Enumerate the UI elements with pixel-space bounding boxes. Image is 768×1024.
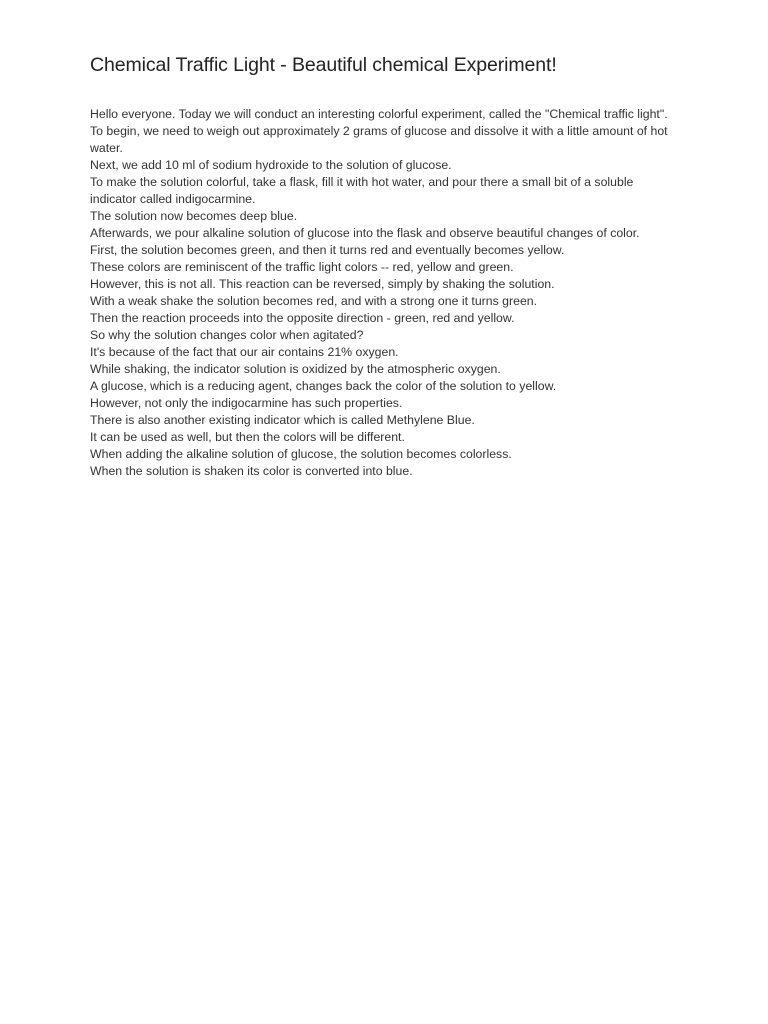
paragraph: Hello everyone. Today we will conduct an interesting colorful experiment, called the "Chemical traffic light". [90, 107, 668, 121]
paragraph: With a weak shake the solution becomes red, and with a strong one it turns green. [90, 294, 538, 308]
paragraph: However, this is not all. This reaction can be reversed, simply by shaking the solution. [90, 277, 555, 291]
paragraph: Afterwards, we pour alkaline solution of glucose into the flask and observe beautiful changes of color. [90, 226, 640, 240]
paragraph: First, the solution becomes green, and then it turns red and eventually becomes yellow. [90, 243, 565, 257]
paragraph: Next, we add 10 ml of sodium hydroxide to the solution of glucose. [90, 158, 452, 172]
document-page [90, 52, 670, 480]
paragraph: When the solution is shaken its color is converted into blue. [90, 464, 413, 478]
paragraph: To begin, we need to weigh out approximately 2 grams of glucose and dissolve it with a little amount of hot water. [90, 124, 668, 155]
paragraph: To make the solution colorful, take a flask, fill it with hot water, and pour there a small bit of a soluble indicator called indigocarmine. [90, 175, 634, 206]
paragraph: The solution now becomes deep blue. [90, 209, 298, 223]
paragraph: Then the reaction proceeds into the opposite direction - green, red and yellow. [90, 311, 515, 325]
paragraph: When adding the alkaline solution of glucose, the solution becomes colorless. [90, 447, 512, 461]
document-title: Chemical Traffic Light - Beautiful chemical Experiment! [90, 54, 557, 76]
paragraph: However, not only the indigocarmine has such properties. [90, 396, 403, 410]
paragraph: These colors are reminiscent of the traffic light colors -- red, yellow and green. [90, 260, 514, 274]
paragraph: A glucose, which is a reducing agent, changes back the color of the solution to yellow. [90, 379, 557, 393]
paragraph: It can be used as well, but then the colors will be different. [90, 430, 405, 444]
document-body [90, 106, 670, 480]
paragraph: It's because of the fact that our air contains 21% oxygen. [90, 345, 399, 359]
paragraph: There is also another existing indicator which is called Methylene Blue. [90, 413, 475, 427]
paragraph: While shaking, the indicator solution is oxidized by the atmospheric oxygen. [90, 362, 501, 376]
paragraph: So why the solution changes color when agitated? [90, 328, 364, 342]
